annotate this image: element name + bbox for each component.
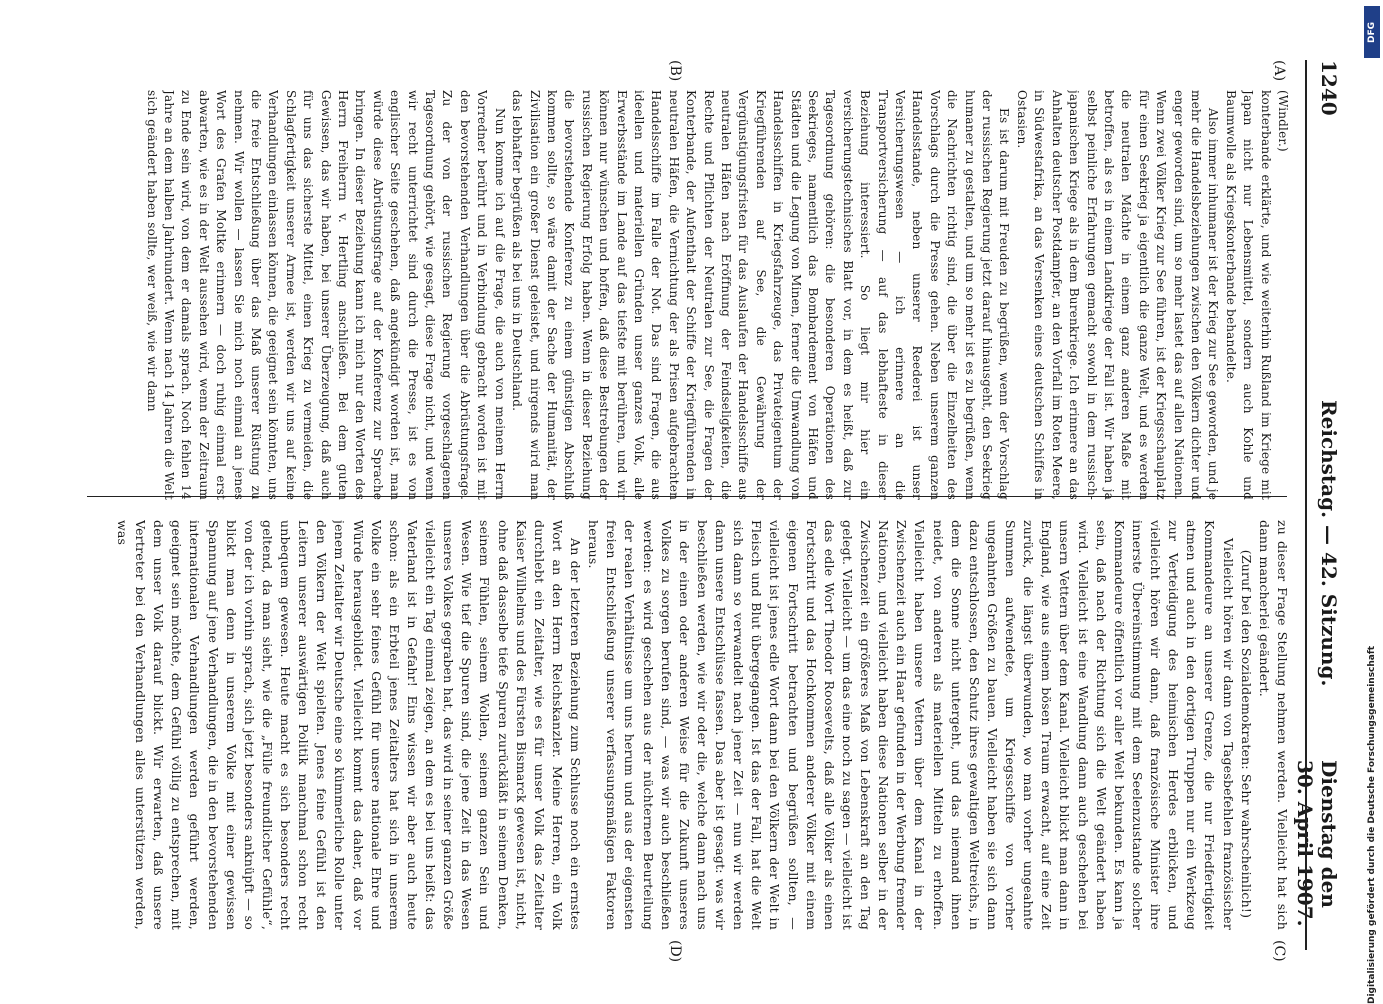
paragraph: Es ist darum mit Freuden zu begrüßen, wenn der Vorschlag der russischen Regierung jetzt darauf hinausgeht, den Seekrieg humaner zu gestalten, und um so mehr ist es zu begrüßen, wenn die Nachrichten richtig sind, die über die Einzelheiten des Vorschlags durch die Presse gehen. Neben unserem ganzen Handelsstande, neben unserer Reederei ist unser Versicherungswesen — ich erinnere an die Transportversicherung — auf das lebhafteste in dieser Beziehung interessiert. So liegt mir hier ein versicherungstechnisches Blatt vor, in dem es heißt, daß zur Tagesordnung gehören: die besonderen Operationen des Seekrieges, namentlich das Bombardement von Häfen und Städten und die Legung von Minen, ferner die Umwandlung von Handelsschiffen in Kriegsfahrzeuge, das Privateigentum der Kriegführenden auf See, die Gewährung der Vergünstigungsfristen für das Auslaufen der Handelsschiffe aus neutralen Häfen nach Eröffnung der Feindseligkeiten, die Rechte und Pflichten der Neutralen zur See, die Fragen der Konterbande, der Aufenthalt der Schiffe der Kriegführenden in neutralen Häfen, die Vernichtung der als Prisen aufgebrachten Handelsschiffe im Falle der Not. Das sind Fragen, die aus ideellen und materiellen Gründen unser ganzes Volk, alle Erwerbsstände im Lande auf das tiefste mit berühren, und wir können nur wünschen und hoffen, daß diese Bestrebungen der russischen Regierung Erfolg haben. Wenn in dieser Beziehung die bevorstehende Konferenz zu einem günstigen Abschluß kommen sollte, so wäre damit der Sache der Humanität, der Zivilisation ein großer Dienst geleistet, und nirgends wird man das lebhafter begrüßen als bei uns in Deutschland. <box>510 90 1012 500</box>
page-header <box>1293 60 1347 940</box>
speaker-name: (Windler.) <box>1276 90 1290 152</box>
session-title: Reichstag. — 42. Sitzung. <box>1317 400 1341 687</box>
paragraph: Also immer inhumaner ist der Krieg zur See geworden, und je mehr die Handelsbeziehungen zwischen den Völkern dichter und enger geworden sind, um so mehr lastet das auf allen Nationen. Wenn zwei Völker Krieg zur See führen, ist der Kriegsschauplatz für einen Seekrieg ja eigentlich die ganze Welt, und es werden die neutralen Mächte in einem ganz anderen Maße mit betroffen, als es in einem Landkriege der Fall ist. Wir haben ja selbst peinliche Erfahrungen gemacht sowohl in dem russisch-japanischen Kriege als in dem Burenkriege. Ich erinnere an das Anhalten deutscher Postdampfer, an den Vorfall im Roten Meere, in Südwestafrika, an das Versenken eines deutschen Schiffes in Ostasien. <box>1014 90 1221 500</box>
header-rule <box>1305 60 1307 950</box>
paragraph: zu dieser Frage Stellung nehmen werden. Vielleicht hat sich dann mancherlei geändert. <box>1256 520 1290 930</box>
paragraph: Nun komme ich auf die Frage, die auch von meinem Herrn Vorredner berührt und in Verbindung gebracht worden ist mit den bevorstehenden Verhandlungen über die Abrüstungsfrage. Zu der von der russischen Regierung vorgeschlagenen Tagesordnung gehört, wie gesagt, diese Frage nicht, und wenn wir recht unterrichtet sind durch die Presse, ist es von englischer Seite geschehen, daß angekündigt worden ist, man würde diese Abrüstungsfrage auf der Konferenz zur Sprache bringen. In dieser Beziehung kann ich mich nur den Worten des Herrn Freiherrn v. Hertling anschließen. Bei dem guten Gewissen, das wir haben, bei unserer Überzeugung, daß auch für uns das sicherste Mittel, einen Krieg zu vermeiden, die Schlagfertigkeit unserer Armee ist, werden wir uns auf keine Verhandlungen einlassen können, die geeignet sein könnten, uns die freie Entschließung über das Maß unserer Rüstung zu nehmen. Wir wollen — lassen Sie mich noch einmal an jenes Wort des Grafen Moltke erinnern — doch ruhig einmal erst abwarten, wie es in der Welt aussehen wird, wenn der Zeitraum zu Ende sein wird, von dem er damals sprach. Noch fehlen 14 Jahre an dem halben Jahrhundert. Wenn nach 14 Jahren die Welt sich geändert haben sollte, wer weiß, wie wir dann <box>144 90 507 500</box>
margin-marker-c: (C) <box>1271 940 1287 962</box>
interjection: (Zuruf bei den Sozialdemokraten: Sehr wahrscheinlich!) <box>1238 549 1254 919</box>
margin-marker-b: (B) <box>667 60 683 82</box>
dfg-logo: DFG <box>1364 6 1380 58</box>
digitization-notice: Digitalisierung gefördert durch die Deutsche Forschungsgemeinschaft <box>1367 645 1377 1004</box>
session-date: Dienstag den 30. April 1907. <box>1293 760 1341 927</box>
margin-marker-d: (D) <box>667 940 683 963</box>
paragraph: An der letzteren Beziehung zum Schlusse noch ein ernstes Wort an den Herrn Reichskanzler. Meine Herren, ein Volk durchlebt ein Zeitalter, wie es für unser Volk das Zeitalter Kaiser Wilhelms und des Fürsten Bismarck gewesen ist, nicht, ohne daß dasselbe tiefe Spuren zurückläßt in seinem Denken, seinem Fühlen, seinem Wollen, seinem ganzen Sein und Wesen. Wie tief die Spuren sind, die jene Zeit in das Wesen unseres Volkes gegraben hat, das wird in seiner ganzen Größe vielleicht ein Tag einmal zeigen, an dem es bei uns heißt: das Vaterland ist in Gefahr! Eins wissen wir aber auch heute schon: als ein Erbteil jenes Zeitalters hat sich in unserem Volke ein sehr feines Gefühl für unsere nationale Ehre und Würde herausgebildet. Vielleicht kommt das daher, daß vor jenem Zeitalter wir Deutsche eine so kümmerliche Rolle unter den Völkern der Welt spielten. Jenes feine Gefühl ist den Leitern unserer auswärtigen Politik manchmal schon recht unbequem gewesen. Heute macht es sich besonders recht geltend, da man sieht, wie die „Fülle freundlicher Gefühle“, von der ich vorhin sprach, sich jetzt besonders anknüpft — so blickt man denn in unserem Volke mit einer gewissen Spannung auf jene Verhandlungen, die in den bevorstehenden internationalen Verhandlungen werden geführt werden, geeignet sein möchte, dem Gefühl völlig zu entsprechen, mit dem unser Volk darauf blickt. Wir erwarten, daß unsere Vertreter bei den Verhandlungen alles unterstützen werden, was <box>115 520 584 930</box>
paragraph: konterbande erklärte, und wie weiterhin Rußland im Kriege mit Japan nicht nur Lebensmittel, sondern auch Kohle und Baumwolle als Kriegskonterbande behandelte. <box>1223 90 1273 500</box>
left-column <box>142 90 1291 500</box>
right-column <box>113 520 1291 930</box>
margin-marker-a: (A) <box>1271 60 1287 82</box>
paragraph: Vielleicht hören wir dann von Tagesbefehlen französischer Kommandeure an unserer Grenze, die nur Friedfertigkeit atmen und auch in den dortigen Truppen nur ein Werkzeug zur Verteidigung des heimischen Herdes erblicken, und vielleicht hören wir dann, daß französische Minister ihre innerste Übereinstimmung mit dem Seelenzustande solcher Kommandeure öffentlich vor aller Welt bekunden. Es kann ja sein, daß nach der Richtung sich die Welt geändert haben wird. Vielleicht ist eine Wandlung dann auch geschehen bei unsern Vettern über dem Kanal. Vielleicht blickt man dann in England, wie aus einem bösen Traum erwacht, auf eine Zeit zurück, die längst überwunden, wo man vorher ungeahnte Summen aufwendete, um Kriegsschiffe von vorher ungeahnten Größen zu bauen. Vielleicht haben sie sich dann dazu entschlossen, den Schutz ihres gewaltigen Weltreichs, in dem die Sonne nicht untergeht, und das niemand ihnen neidet, von anderen als materiellen Mitteln zu erhoffen. Vielleicht haben unsere Vettern über dem Kanal in der Zwischenzeit auch ein Haar gefunden in der Werbung fremder Nationen, und vielleicht haben diese Nationen selber in der Zwischenzeit ein größeres Maß von Lebenskraft an den Tag gelegt. Vielleicht — um das eine noch zu sagen — vielleicht ist das edle Wort Theodor Roosevelts, daß alle Völker als einen Fortschritt und das Hochkommen anderer Völker mit einem eigenen Fortschritt betrachten und begrüßen sollten, — vielleicht ist jenes edle Wort dann bei den Völkern der Welt in Fleisch und Blut übergegangen. Ist das der Fall, hat die Welt sich dann so verwandelt nach jener Zeit — nun wir werden dann unsere Entschlüsse fassen. Das aber ist gesagt: was wir beschließen werden, wie wir oder die, welche dann nach uns in der einen oder anderen Weise für die Zukunft unseres Volkes zu sorgen berufen sind, — was wir auch beschließen werden: es wird geschehen aus der nüchternen Beurteilung der realen Verhältnisse um uns herum und aus der eigensten freien Entschließung unserer verfassungsmäßigen Faktoren heraus. <box>586 520 1236 930</box>
page-number: 1240 <box>1317 60 1341 116</box>
